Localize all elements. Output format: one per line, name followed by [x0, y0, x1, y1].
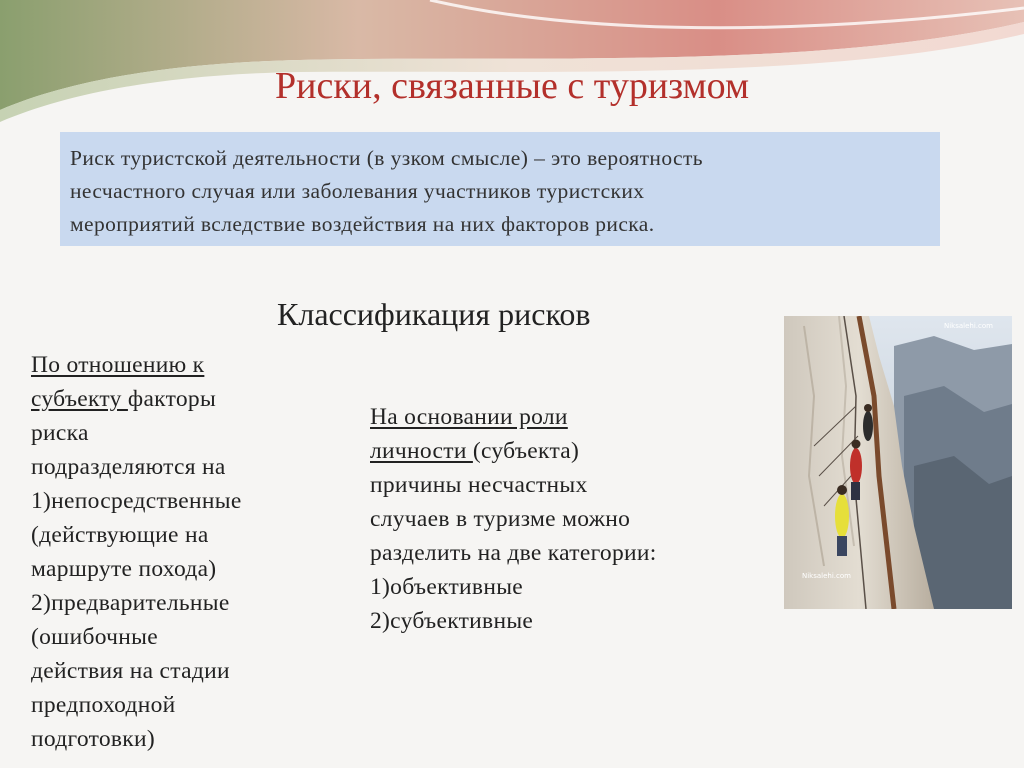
left-text-line: маршруте похода) — [31, 556, 217, 582]
photo-watermark-top: Niksalehi.com — [944, 322, 993, 330]
middle-column-text — [370, 400, 750, 638]
cliff-walk-photo — [784, 316, 1012, 609]
definition-line: Риск туристской деятельности (в узком смысле) – это вероятность — [70, 146, 703, 170]
left-text-line: (ошибочные — [31, 624, 158, 650]
left-text-line: 1)непосредственные — [31, 488, 242, 514]
left-text-line: 2)предварительные — [31, 590, 230, 616]
middle-heading-underlined: личности — [370, 438, 473, 464]
middle-text-line: 1)объективные — [370, 574, 524, 600]
definition-line: несчастного случая или заболевания участников туристских — [70, 179, 645, 203]
left-text-line: предпоходной — [31, 692, 176, 718]
left-heading-line — [31, 382, 361, 416]
left-heading-line: По отношению к — [31, 352, 205, 378]
left-text-line: риска — [31, 420, 89, 446]
left-text-line: (действующие на — [31, 522, 209, 548]
middle-text-line: разделить на две категории: — [370, 540, 657, 566]
classification-subtitle: Классификация рисков — [277, 296, 591, 332]
middle-heading-line — [370, 434, 750, 468]
middle-heading-rest: (субъекта) — [472, 438, 580, 464]
photo-watermark-bottom: Niksalehi.com — [802, 572, 851, 580]
middle-text-line: 2)субъективные — [370, 608, 534, 634]
definition-box — [60, 132, 940, 246]
left-heading-underlined: субъекту — [31, 386, 128, 412]
slide-title: Риски, связанные с туризмом — [274, 65, 750, 107]
middle-text-line: причины несчастных — [370, 472, 588, 498]
left-column-text — [31, 348, 361, 756]
middle-heading-line: На основании роли — [370, 404, 568, 430]
middle-text-line: случаев в туризме можно — [370, 506, 631, 532]
left-text-line: подготовки) — [31, 726, 156, 752]
left-heading-rest: факторы — [127, 386, 217, 412]
definition-line: мероприятий вследствие воздействия на них факторов риска. — [70, 212, 655, 236]
left-text-line: действия на стадии — [31, 658, 230, 684]
left-text-line: подразделяются на — [31, 454, 226, 480]
